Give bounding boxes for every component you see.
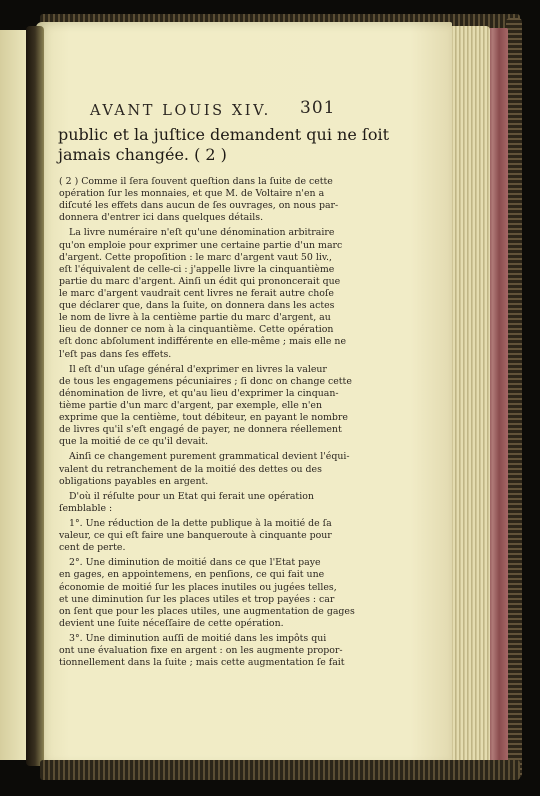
footnote-line: ( 2 ) Comme il ſera ſouvent queſtion dans la ſuite de cette	[59, 176, 333, 187]
footnote-line: tième partie d'un marc d'argent, par exemple, elle n'en	[59, 399, 322, 411]
footnote-line: le nom de livre à la centième partie du marc d'argent, au	[59, 312, 331, 324]
footnote-line: 3°. Une diminution auſſi de moitié dans les impôts qui	[69, 632, 327, 644]
book-cover-fore-edge	[506, 18, 522, 778]
book-gutter	[26, 26, 44, 766]
footnote-line: valent du retranchement de la moitié des dettes ou des	[59, 463, 322, 475]
footnote-line: on ſent que pour les places utiles, une augmentation de gages	[59, 605, 355, 617]
footnote-line: 2°. Une diminution de moitié dans ce que l'Etat paye	[69, 557, 321, 569]
page-number: 301	[300, 98, 336, 118]
footnote-line: obligations payables en argent.	[59, 475, 209, 487]
footnote-line: exprime que la centième, tout débiteur, en payant le nombre	[59, 412, 348, 424]
footnote-line: et une diminution ſur les places utiles et trop payées : car	[59, 593, 335, 605]
footnote-line: en gages, en appointemens, en penſions, ce qui fait une	[59, 569, 325, 581]
footnote-line: qu'on emploie pour exprimer une certaine partie d'un marc	[59, 239, 343, 251]
footnote-line: cent de perte.	[59, 542, 126, 554]
footnote-block	[59, 176, 355, 669]
footnote-line: lieu de donner ce nom à la cinquantième. Cette opération	[59, 324, 334, 336]
main-text-line: jamais changée. ( 2 )	[58, 145, 227, 164]
footnote-line: eſt donc abſolument indifférente en elle-même ; mais elle ne	[59, 336, 346, 348]
book-cover-bottom-edge	[40, 760, 520, 780]
footnote-line: d'argent. Cette propoſition : le marc d'argent vaut 50 liv.,	[59, 251, 332, 263]
footnote-line: de livres qu'il s'eſt engagé de payer, ne donnera réellement	[59, 424, 342, 436]
footnote-line: ont une évaluation fixe en argent : on les augmente propor-	[59, 645, 343, 657]
footnote-line: valeur, ce qui eſt faire une banqueroute à cinquante pour	[59, 530, 332, 542]
footnote-line: diſcuté les effets dans aucun de ſes ouvrages, on nous par-	[59, 200, 339, 212]
footnote-line: devient une ſuite néceſſaire de cette opération.	[59, 617, 284, 629]
footnote-line: de tous les engagemens pécuniaires ; ſi donc on change cette	[59, 375, 352, 387]
footnote-line: La livre numéraire n'eſt qu'une dénomination arbitraire	[69, 227, 335, 239]
main-text	[58, 125, 390, 165]
footnote-line: l'eſt pas dans ſes effets.	[59, 348, 172, 360]
footnote-line: D'où il réſulte pour un Etat qui ferait une opération	[69, 490, 314, 502]
footnote-line: que la moitié de ce qu'il devait.	[59, 436, 209, 448]
footnote-line: économie de moitié ſur les places inutiles ou jugées telles,	[59, 581, 337, 593]
footnote-line: que déclarer que, dans la ſuite, on donnera dans les actes	[59, 300, 335, 312]
footnote-line: partie du marc d'argent. Ainſi un édit qui prononcerait que	[59, 275, 341, 287]
footnote-line: 1°. Une réduction de la dette publique à la moitié de ſa	[69, 517, 332, 529]
page-stack	[448, 26, 490, 766]
main-text-line: public et la juſtice demandent qui ne ſoit	[58, 125, 390, 144]
footnote-line: dénomination de livre, et qu'au lieu d'exprimer la cinquan-	[59, 387, 339, 399]
running-head: AVANT LOUIS XIV.	[90, 103, 271, 119]
footnote-line: ſemblable :	[59, 502, 113, 514]
footnote-line: le marc d'argent vaudrait cent livres ne ferait autre choſe	[59, 287, 334, 299]
footnote-line: donnera d'entrer ici dans quelques détails.	[59, 212, 264, 224]
footnote-line: Il eſt d'un uſage général d'exprimer en livres la valeur	[69, 363, 327, 375]
footnote-line: tionnellement dans la ſuite ; mais cette augmentation ſe fait	[59, 657, 345, 669]
footnote-line: opération ſur les monnaies, et que M. de Voltaire n'en a	[59, 188, 325, 200]
footnote-line: eſt l'équivalent de celle-ci : j'appelle livre la cinquantième	[59, 263, 335, 275]
footnote-line: Ainſi ce changement purement grammatical devient l'équi-	[69, 451, 350, 463]
